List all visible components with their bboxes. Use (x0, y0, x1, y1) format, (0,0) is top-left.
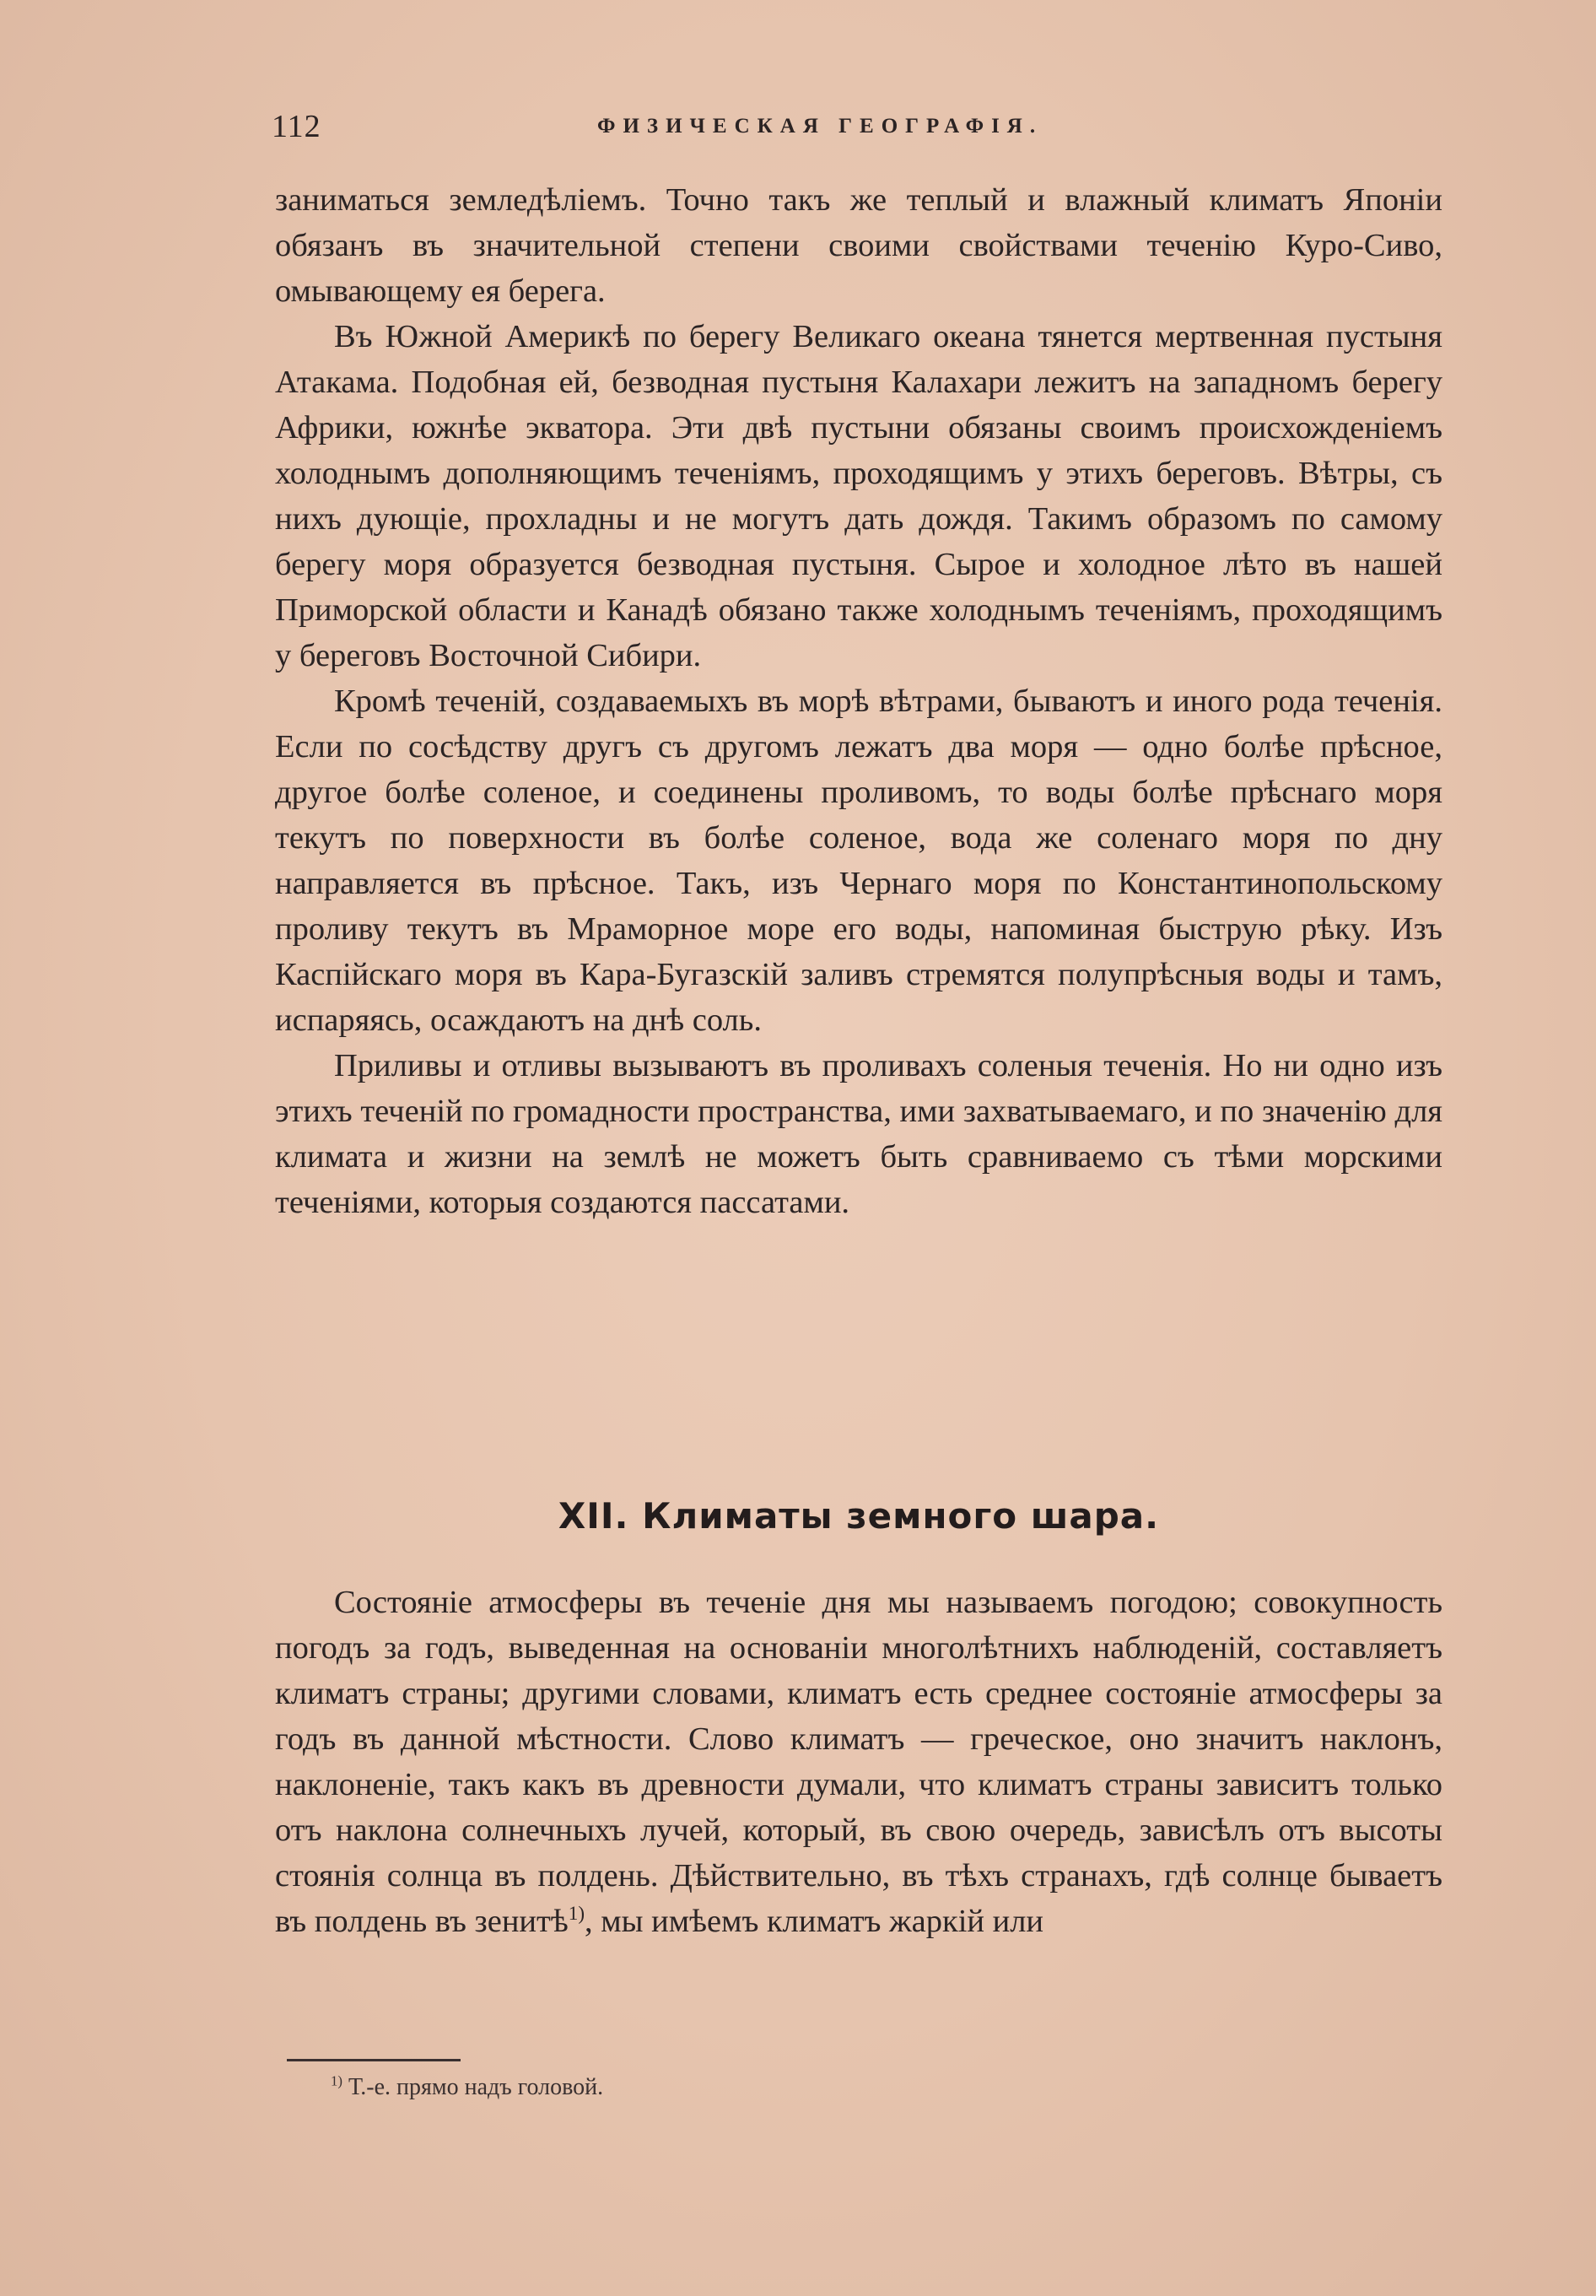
paragraph-tides: Приливы и отливы вызываютъ въ проливахъ соленыя теченія. Но ни одно изъ этихъ теченій по громадности пространства, ими захватываемаго, и по значенію для климата и жизни на землѣ не можетъ быть сравниваемо съ тѣми морскими теченіями, которыя создаются пассатами. (275, 1048, 1442, 1220)
paragraph-density-currents: Кромѣ теченій, создаваемыхъ въ морѣ вѣтрами, бываютъ и иного рода теченія. Если по сосѣдству другъ съ другомъ лежатъ два моря — одно болѣе прѣсное, другое болѣе соленое, и соединены проливомъ, то воды болѣе прѣснаго моря текутъ по поверхности въ болѣе соленое, вода же соленаго моря по дну направляется въ прѣсное. Такъ, изъ Чернаго моря по Константинопольскому проливу текутъ въ Мраморное море его воды, напоминая быструю рѣку. Изъ Каспійскаго моря въ Кара-Бугазскій заливъ стремятся полупрѣсныя воды и тамъ, испаряясь, осаждаютъ на днѣ соль. (275, 683, 1442, 1038)
paragraph-climate (275, 1580, 1442, 1944)
paragraph-atacama: Въ Южной Америкѣ по берегу Великаго океана тянется мертвенная пустыня Атакама. Подобная ей, безводная пустыня Калахари лежитъ на западномъ берегу Африки, южнѣе экватора. Эти двѣ пустыни обязаны своимъ происхожденіемъ холоднымъ дополняющимъ теченіямъ, проходящимъ у этихъ береговъ. Вѣтры, съ нихъ дующіе, прохладны и не могутъ дать дождя. Такимъ образомъ по самому берегу моря образуется безводная пустыня. Сырое и холодное лѣто въ нашей Приморской области и Канадѣ обязано также холоднымъ теченіямъ, проходящимъ у береговъ Восточной Сибири. (275, 319, 1442, 673)
footnote-text: Т.-е. прямо надъ головой. (342, 2074, 604, 2100)
footnote (331, 2074, 603, 2101)
running-title: ФИЗИЧЕСКАЯ ГЕОГРАФІЯ. (597, 115, 1043, 138)
section-heading: XII. Климаты земного шара. (558, 1495, 1160, 1537)
page-header (272, 108, 1444, 150)
footnote-reference: 1) (568, 1902, 585, 1925)
footnote-mark: 1) (331, 2072, 342, 2089)
body-text-bottom (275, 1580, 1442, 1944)
paragraph-continuation: заниматься земледѣліемъ. Точно такъ же теплый и влажный климатъ Японіи обязанъ въ значительной степени своими свойствами теченію Куро-Сиво, омывающему ея берега. (275, 182, 1442, 309)
paragraph-climate-tail: , мы имѣемъ климатъ жаркій или (585, 1904, 1044, 1939)
page-number: 112 (272, 109, 321, 144)
paragraph-climate-text: Состояніе атмосферы въ теченіе дня мы называемъ погодою; совокупность погодъ за годъ, выведенная на основаніи многолѣтнихъ наблюденій, составляетъ климатъ страны; другими словами, климатъ есть среднее состояніе атмосферы за годъ въ данной мѣстности. Слово климатъ — греческое, оно значитъ наклонъ, наклоненіе, такъ какъ въ древности думали, что климатъ страны зависитъ только отъ наклона солнечныхъ лучей, который, въ свою очередь, зависѣлъ отъ высоты стоянія солнца въ полдень. Дѣйствительно, въ тѣхъ странахъ, гдѣ солнце бываетъ въ полдень въ зенитѣ (275, 1585, 1442, 1939)
footnote-divider (287, 2059, 461, 2061)
body-text-top (275, 177, 1442, 1225)
